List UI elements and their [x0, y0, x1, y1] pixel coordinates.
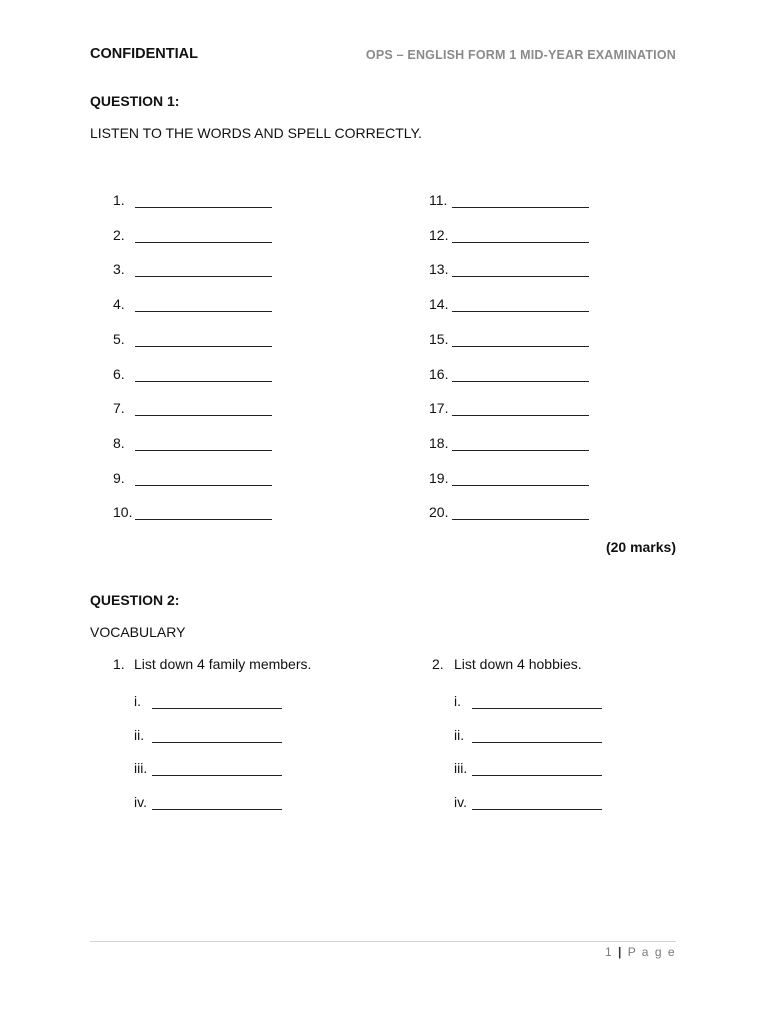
- item-number: 17.: [429, 400, 449, 417]
- answer-blank[interactable]: [472, 762, 602, 776]
- footer-divider: [90, 941, 676, 942]
- item-number: iii.: [134, 760, 148, 776]
- question2-part1-number: 1.: [113, 656, 125, 672]
- item-number: iii.: [454, 760, 468, 776]
- question2-title: QUESTION 2:: [90, 592, 180, 608]
- item-number: 2.: [113, 226, 125, 243]
- spelling-row: [429, 435, 589, 451]
- answer-blank[interactable]: [472, 796, 602, 810]
- answer-blank[interactable]: [135, 263, 272, 277]
- footer-page-number: [605, 945, 676, 959]
- item-number: 6.: [113, 365, 125, 382]
- answer-blank[interactable]: [452, 437, 589, 451]
- item-number: 14.: [429, 296, 449, 313]
- item-number: 8.: [113, 434, 125, 451]
- header-confidential: CONFIDENTIAL: [90, 46, 198, 62]
- answer-blank[interactable]: [152, 695, 282, 709]
- question2-part1-text: List down 4 family members.: [134, 656, 312, 672]
- item-number: iv.: [134, 793, 147, 810]
- answer-blank[interactable]: [135, 333, 272, 347]
- spelling-row: [113, 331, 272, 347]
- item-number: 13.: [429, 261, 449, 278]
- spelling-row: [429, 504, 589, 520]
- answer-blank[interactable]: [135, 437, 272, 451]
- item-number: 5.: [113, 330, 125, 347]
- answer-blank[interactable]: [452, 229, 589, 243]
- spelling-row: [113, 504, 272, 520]
- spelling-row: [429, 192, 589, 208]
- spelling-row: [429, 261, 589, 277]
- answer-blank[interactable]: [472, 695, 602, 709]
- item-number: ii.: [134, 726, 145, 743]
- item-number: 9.: [113, 469, 125, 486]
- spelling-row: [113, 470, 272, 486]
- spelling-row: [429, 366, 589, 382]
- item-number: 16.: [429, 365, 449, 382]
- spelling-row: [429, 296, 589, 312]
- question2-part2-number: 2.: [432, 656, 444, 672]
- answer-blank[interactable]: [135, 472, 272, 486]
- hobby-row: [454, 693, 602, 709]
- question1-title: QUESTION 1:: [90, 93, 180, 109]
- question2-part2-text: List down 4 hobbies.: [454, 656, 582, 672]
- answer-blank[interactable]: [452, 368, 589, 382]
- header-exam-title: OPS – ENGLISH FORM 1 MID-YEAR EXAMINATION: [365, 48, 676, 62]
- spelling-row: [113, 400, 272, 416]
- spelling-row: [113, 435, 272, 451]
- item-number: 1.: [113, 192, 125, 208]
- spelling-row: [113, 192, 272, 208]
- item-number: 20.: [429, 504, 449, 521]
- item-number: iv.: [454, 793, 467, 810]
- answer-blank[interactable]: [452, 194, 589, 208]
- answer-blank[interactable]: [152, 796, 282, 810]
- answer-blank[interactable]: [135, 298, 272, 312]
- spelling-row: [429, 470, 589, 486]
- answer-blank[interactable]: [135, 229, 272, 243]
- spelling-row: [429, 331, 589, 347]
- footer-page-num: 1: [604, 945, 614, 959]
- answer-blank[interactable]: [452, 506, 589, 520]
- answer-blank[interactable]: [152, 762, 282, 776]
- item-number: ii.: [454, 726, 465, 743]
- answer-blank[interactable]: [452, 472, 589, 486]
- item-number: 18.: [429, 434, 449, 451]
- item-number: i.: [134, 693, 141, 709]
- family-member-row: [134, 693, 282, 709]
- item-number: i.: [454, 693, 461, 709]
- question2-subtitle: VOCABULARY: [90, 624, 186, 640]
- item-number: 15.: [429, 330, 449, 347]
- family-member-row: [134, 794, 282, 810]
- family-member-row: [134, 760, 282, 776]
- item-number: 11.: [429, 192, 448, 208]
- answer-blank[interactable]: [452, 263, 589, 277]
- answer-blank[interactable]: [452, 333, 589, 347]
- answer-blank[interactable]: [135, 194, 272, 208]
- spelling-row: [113, 366, 272, 382]
- family-member-row: [134, 727, 282, 743]
- item-number: 10.: [113, 504, 133, 521]
- answer-blank[interactable]: [135, 368, 272, 382]
- answer-blank[interactable]: [135, 402, 272, 416]
- item-number: 12.: [429, 226, 449, 243]
- spelling-row: [113, 261, 272, 277]
- spelling-row: [113, 227, 272, 243]
- hobby-row: [454, 727, 602, 743]
- answer-blank[interactable]: [452, 402, 589, 416]
- answer-blank[interactable]: [152, 729, 282, 743]
- answer-blank[interactable]: [135, 506, 272, 520]
- spelling-row: [113, 296, 272, 312]
- hobby-row: [454, 794, 602, 810]
- item-number: 7.: [113, 400, 125, 417]
- footer-page-label: P a g e: [627, 945, 676, 959]
- spelling-row: [429, 400, 589, 416]
- answer-blank[interactable]: [472, 729, 602, 743]
- item-number: 3.: [113, 261, 125, 278]
- question1-marks: (20 marks): [605, 539, 676, 555]
- hobby-row: [454, 760, 602, 776]
- item-number: 19.: [429, 469, 449, 486]
- spelling-row: [429, 227, 589, 243]
- item-number: 4.: [113, 296, 125, 313]
- question1-instruction: LISTEN TO THE WORDS AND SPELL CORRECTLY.: [90, 125, 422, 141]
- answer-blank[interactable]: [452, 298, 589, 312]
- footer-separator: |: [617, 945, 623, 959]
